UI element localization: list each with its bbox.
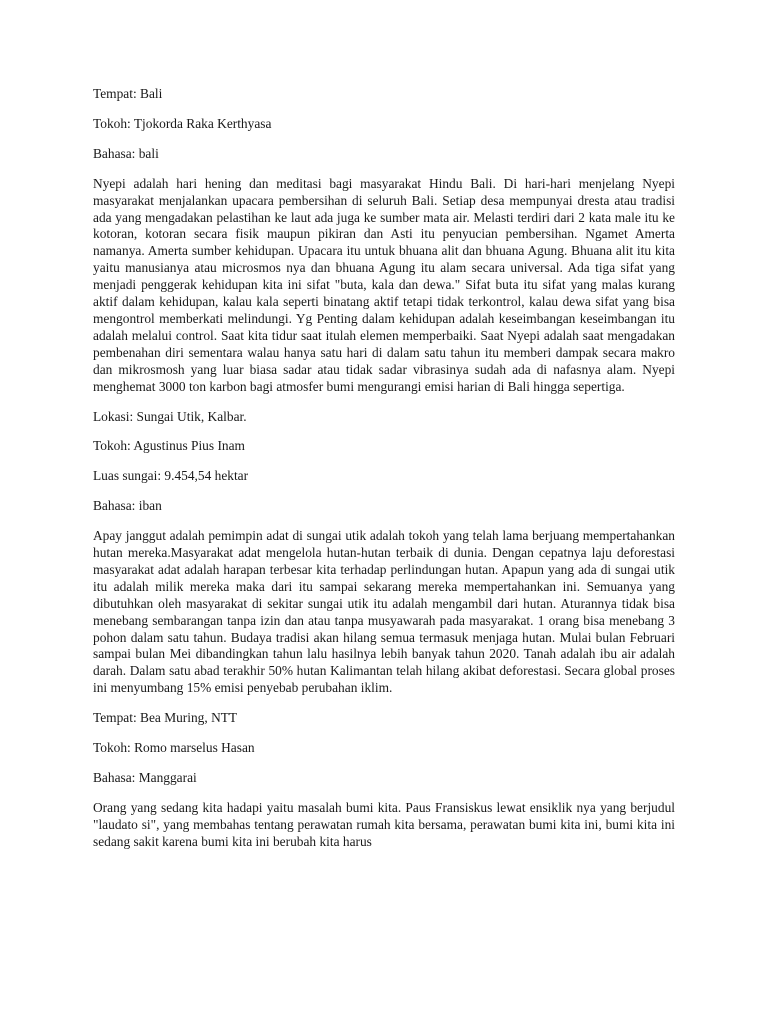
- body-paragraph: Orang yang sedang kita hadapi yaitu masalah bumi kita. Paus Fransiskus lewat ensiklik nya yang berjudul "laudato si", yang membahas tentang perawatan rumah kita bersama, perawatan bumi kita ini, bumi kita ini sedang sakit karena bumi kita ini berubah kita harus: [93, 799, 675, 849]
- meta-bahasa: Bahasa: Manggarai: [93, 770, 197, 785]
- body-paragraph: Apay janggut adalah pemimpin adat di sungai utik adalah tokoh yang telah lama berjuang mempertahankan hutan mereka.Masyarakat adat mengelola hutan-hutan terbaik di dunia. Dengan cepatnya laju deforestasi masyarakat adat adalah harapan terbesar kita terhadap perlindungan hutan. Apapun yang ada di sungai utik itu adalah milik mereka maka dari itu sampai sekarang mereka mempertahankan ini. Semuanya yang dibutuhkan oleh masyarakat di sekitar sungai utik itu adalah mengambil dari hutan. Aturannya tidak bisa menebang sembarangan tanpa izin dan atau tanpa musyawarah pada masyarakat. 1 orang bisa menebang 3 pohon dalam satu tahun. Budaya tradisi akan hilang semua termasuk menjaga hutan. Mulai bulan Februari sampai bulan Mei dibandingkan tahun lalu hasilnya lebih banyak tahun 2020. Tanah adalah ibu air adalah darah. Dalam satu abad terakhir 50% hutan Kalimantan telah hilang akibat deforestasi. Secara global proses ini menyumbang 15% emisi penyebab perubahan iklim.: [93, 528, 675, 696]
- section-bali: [93, 86, 675, 396]
- meta-tempat: Tempat: Bali: [93, 86, 163, 101]
- meta-tokoh: Tokoh: Agustinus Pius Inam: [93, 438, 245, 454]
- meta-bahasa: Bahasa: bali: [93, 145, 159, 161]
- meta-tokoh: Tokoh: Tjokorda Raka Kerthyasa: [93, 115, 272, 131]
- meta-luas-sungai: Luas sungai: 9.454,54 hektar: [93, 468, 249, 484]
- meta-bahasa: Bahasa: iban: [93, 498, 162, 514]
- meta-tokoh: Tokoh: Romo marselus Hasan: [93, 740, 255, 756]
- meta-lokasi: Lokasi: Sungai Utik, Kalbar.: [93, 408, 247, 424]
- body-paragraph: Nyepi adalah hari hening dan meditasi bagi masyarakat Hindu Bali. Di hari-hari menjelang Nyepi masyarakat menjalankan upacara pembersihan di seluruh Bali. Setiap desa mempunyai dresta atau tradisi ada yang mengadakan pelastihan ke laut ada juga ke sumber mata air. Melasti terdiri dari 2 kata male itu ke kotoran, kotoran secara fisik maupun pikiran dan Asti itu penyucian pembersihan. Ngamet Amerta namanya. Amerta sumber kehidupan. Upacara itu untuk bhuana alit dan bhuana Agung. Bhuana alit itu kita yaitu manusianya atau microsmos nya dan bhuana Agung itu alam secara universal. Ada tiga sifat yang menjadi penggerak kehidupan kita ini sifat "buta, kala dan dewa." Sifat buta itu sifat yang malas kurang aktif dalam kehidupan, kalau kala seperti binatang aktif tetapi tidak terkontrol, kalau dewa sifat yang bisa mengontrol memberkati melindungi. Yg Penting dalam kehidupan adalah keseimbangan keseimbangan itu adalah melalui control. Saat kita tidur saat itulah elemen memperbaiki. Saat Nyepi adalah saat mengadakan pembenahan diri sementara walau hanya satu hari di dalam satu tahun itu memberi dampak secara makro dan mikrosmosh yang luar biasa sadar atau tidak sadar vibrasinya sudah ada di nafasnya alam. Nyepi menghemat 3000 ton karbon bagi atmosfer bumi mengurangi emisi harian di Bali hingga sepertiga.: [93, 175, 675, 394]
- document-page: [93, 86, 675, 864]
- meta-tempat: Tempat: Bea Muring, NTT: [93, 710, 238, 726]
- section-bea-muring: [93, 710, 675, 850]
- section-sungai-utik: [93, 409, 675, 698]
